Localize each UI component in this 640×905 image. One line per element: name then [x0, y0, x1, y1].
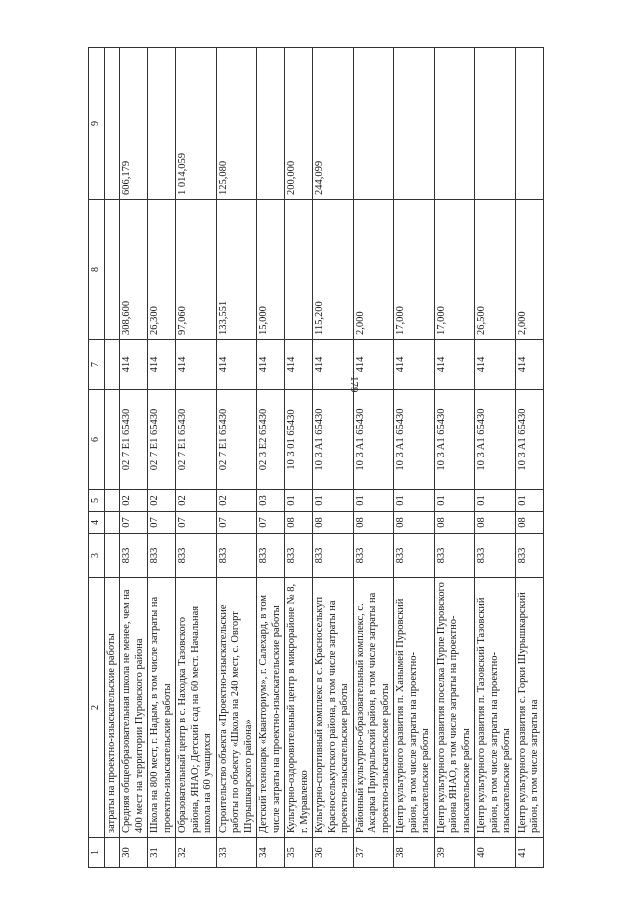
header-cell: 6 [89, 390, 105, 490]
cell-grbs: 833 [216, 534, 257, 578]
cell-num: 41 [515, 838, 543, 868]
cell-vr: 414 [257, 340, 285, 390]
cell-csr: 10 3 A1 65430 [394, 390, 435, 490]
header-cell: 1 [89, 838, 105, 868]
cell-num: 38 [394, 838, 435, 868]
cell-v8: 97,060 [176, 200, 217, 340]
cell-grbs [104, 534, 120, 578]
cell-rz [104, 512, 120, 534]
cell-rz: 07 [257, 512, 285, 534]
cell-vr: 414 [120, 340, 148, 390]
cell-name: Строительство объекта «Проектно-изыскательские работы по объекту «Школа на 240 мест, с. Овгорт Шурышкарского района» [216, 578, 257, 838]
cell-v9 [475, 48, 516, 200]
table-row [434, 48, 475, 868]
cell-grbs: 833 [120, 534, 148, 578]
cell-name: Центр культурного развития п. Тазовский Тазовский район, в том числе затраты на проектно-изыскательские работы [475, 578, 516, 838]
cell-v9: 606,179 [120, 48, 148, 200]
cell-num: 30 [120, 838, 148, 868]
table-row [515, 48, 543, 868]
cell-v8: 26,300 [148, 200, 176, 340]
cell-pr: 02 [120, 490, 148, 512]
cell-v9 [434, 48, 475, 200]
cell-pr: 01 [353, 490, 394, 512]
cell-rz: 07 [148, 512, 176, 534]
cell-v8: 17,000 [434, 200, 475, 340]
cell-pr: 01 [394, 490, 435, 512]
cell-vr: 414 [313, 340, 354, 390]
cell-csr: 10 3 A1 65430 [313, 390, 354, 490]
cell-rz: 08 [475, 512, 516, 534]
cell-vr: 414 [285, 340, 313, 390]
cell-vr: 414 [176, 340, 217, 390]
cell-name: Школа на 800 мест, г. Надым, в том числе затраты на проектно-изыскательские работы [148, 578, 176, 838]
cell-pr: 01 [515, 490, 543, 512]
cell-name: Культурно-оздоровительный центр в микрорайоне № 8, г. Муравленко [285, 578, 313, 838]
header-cell: 8 [89, 200, 105, 340]
cell-name: Центр культурного развития поселка Пурпе Пуровского района ЯНАО, в том числе затраты на проектно-изыскательские работы [434, 578, 475, 838]
table-row [353, 48, 394, 868]
cell-name: затраты на проектно-изыскательские работы [104, 578, 120, 838]
cell-grbs: 833 [515, 534, 543, 578]
cell-vr: 414 [515, 340, 543, 390]
cell-num: 34 [257, 838, 285, 868]
cell-csr: 02 7 E1 65430 [120, 390, 148, 490]
cell-v8: 17,000 [394, 200, 435, 340]
table-row [257, 48, 285, 868]
cell-name: Центр культурного развития п. Ханымей Пуровский район, в том числе затраты на проектно-изыскательские работы [394, 578, 435, 838]
cell-vr [104, 340, 120, 390]
cell-grbs: 833 [434, 534, 475, 578]
table-row [285, 48, 313, 868]
cell-num [104, 838, 120, 868]
table-row [394, 48, 435, 868]
cell-v8: 2,000 [515, 200, 543, 340]
cell-rz: 08 [434, 512, 475, 534]
cell-num: 35 [285, 838, 313, 868]
header-cell: 3 [89, 534, 105, 578]
cell-grbs: 833 [313, 534, 354, 578]
cell-pr [104, 490, 120, 512]
header-cell: 7 [89, 340, 105, 390]
cell-csr: 02 7 E1 65430 [216, 390, 257, 490]
cell-num: 40 [475, 838, 516, 868]
cell-csr: 10 3 A1 65430 [515, 390, 543, 490]
cell-grbs: 833 [257, 534, 285, 578]
cell-v8: 2,000 [353, 200, 394, 340]
cell-rz: 08 [394, 512, 435, 534]
cell-pr: 01 [313, 490, 354, 512]
cell-name: Образовательный центр в с. Находка Тазовского района, ЯНАО; Детский сад на 60 мест. Начальная школа на 60 учащихся [176, 578, 217, 838]
table-row [216, 48, 257, 868]
cell-pr: 01 [434, 490, 475, 512]
cell-v8: 26,500 [475, 200, 516, 340]
cell-v9: 244,099 [313, 48, 354, 200]
cell-num: 31 [148, 838, 176, 868]
cell-csr: 10 3 A1 65430 [434, 390, 475, 490]
cell-num: 36 [313, 838, 354, 868]
cell-v9: 1 014,059 [176, 48, 217, 200]
cell-vr: 414 [475, 340, 516, 390]
cell-vr: 414 [353, 340, 394, 390]
cell-grbs: 833 [285, 534, 313, 578]
budget-table-wrapper [88, 48, 540, 868]
cell-csr: 02 7 E1 65430 [148, 390, 176, 490]
budget-table [88, 47, 544, 868]
cell-grbs: 833 [475, 534, 516, 578]
cell-v9: 200,000 [285, 48, 313, 200]
cell-csr: 10 3 A1 65430 [475, 390, 516, 490]
header-cell: 9 [89, 48, 105, 200]
cell-grbs: 833 [394, 534, 435, 578]
cell-rz: 07 [120, 512, 148, 534]
cell-csr [104, 390, 120, 490]
cell-num: 39 [434, 838, 475, 868]
cell-v8: 133,551 [216, 200, 257, 340]
cell-v8: 115,200 [313, 200, 354, 340]
cell-name: Районный культурно-образовательный комплекс, с. Аксарка Приуральский район, в том числе затраты на проектно-изыскательские работы [353, 578, 394, 838]
cell-vr: 414 [434, 340, 475, 390]
cell-vr: 414 [216, 340, 257, 390]
cell-vr: 414 [394, 340, 435, 390]
table-row [148, 48, 176, 868]
cell-v9: 125,080 [216, 48, 257, 200]
cell-csr: 10 3 01 65430 [285, 390, 313, 490]
cell-grbs: 833 [353, 534, 394, 578]
header-cell: 5 [89, 490, 105, 512]
table-header [89, 48, 105, 868]
cell-v8 [285, 200, 313, 340]
cell-v9 [148, 48, 176, 200]
page-number: 179 [348, 376, 360, 393]
cell-rz: 08 [515, 512, 543, 534]
cell-rz: 07 [216, 512, 257, 534]
cell-csr: 02 3 E2 65430 [257, 390, 285, 490]
cell-num: 37 [353, 838, 394, 868]
continuation-row [104, 48, 120, 868]
cell-v8: 15,000 [257, 200, 285, 340]
cell-pr: 01 [475, 490, 516, 512]
cell-rz: 08 [353, 512, 394, 534]
cell-rz: 07 [176, 512, 217, 534]
header-cell: 4 [89, 512, 105, 534]
cell-grbs: 833 [176, 534, 217, 578]
cell-grbs: 833 [148, 534, 176, 578]
header-cell: 2 [89, 578, 105, 838]
cell-name: Средняя общеобразовательная школа не менее, чем на 400 мест на территории Пуровского района [120, 578, 148, 838]
cell-v8: 308,600 [120, 200, 148, 340]
cell-csr: 02 7 E1 65430 [176, 390, 217, 490]
cell-rz: 08 [313, 512, 354, 534]
cell-pr: 02 [176, 490, 217, 512]
table-row [313, 48, 354, 868]
cell-pr: 02 [148, 490, 176, 512]
cell-rz: 08 [285, 512, 313, 534]
cell-v9 [104, 48, 120, 200]
cell-v9 [394, 48, 435, 200]
table-body [104, 48, 543, 868]
cell-name: Центр культурного развития с. Горки Шурышкарский район, в том числе затраты на [515, 578, 543, 838]
cell-v9 [515, 48, 543, 200]
cell-pr: 01 [285, 490, 313, 512]
cell-pr: 02 [216, 490, 257, 512]
cell-num: 33 [216, 838, 257, 868]
cell-csr: 10 3 A1 65430 [353, 390, 394, 490]
cell-pr: 03 [257, 490, 285, 512]
cell-num: 32 [176, 838, 217, 868]
cell-v8 [104, 200, 120, 340]
cell-name: Детский технопарк «Кванториум», г. Салехард, в том числе затраты на проектно-изыскательские работы [257, 578, 285, 838]
table-row [120, 48, 148, 868]
cell-v9 [257, 48, 285, 200]
cell-vr: 414 [148, 340, 176, 390]
cell-v9 [353, 48, 394, 200]
table-row [475, 48, 516, 868]
table-row [176, 48, 217, 868]
cell-name: Культурно-спортивный комплекс в с. Красноселькуп Красноселькупского района, в том числе затраты на проектно-изыскательские работы [313, 578, 354, 838]
